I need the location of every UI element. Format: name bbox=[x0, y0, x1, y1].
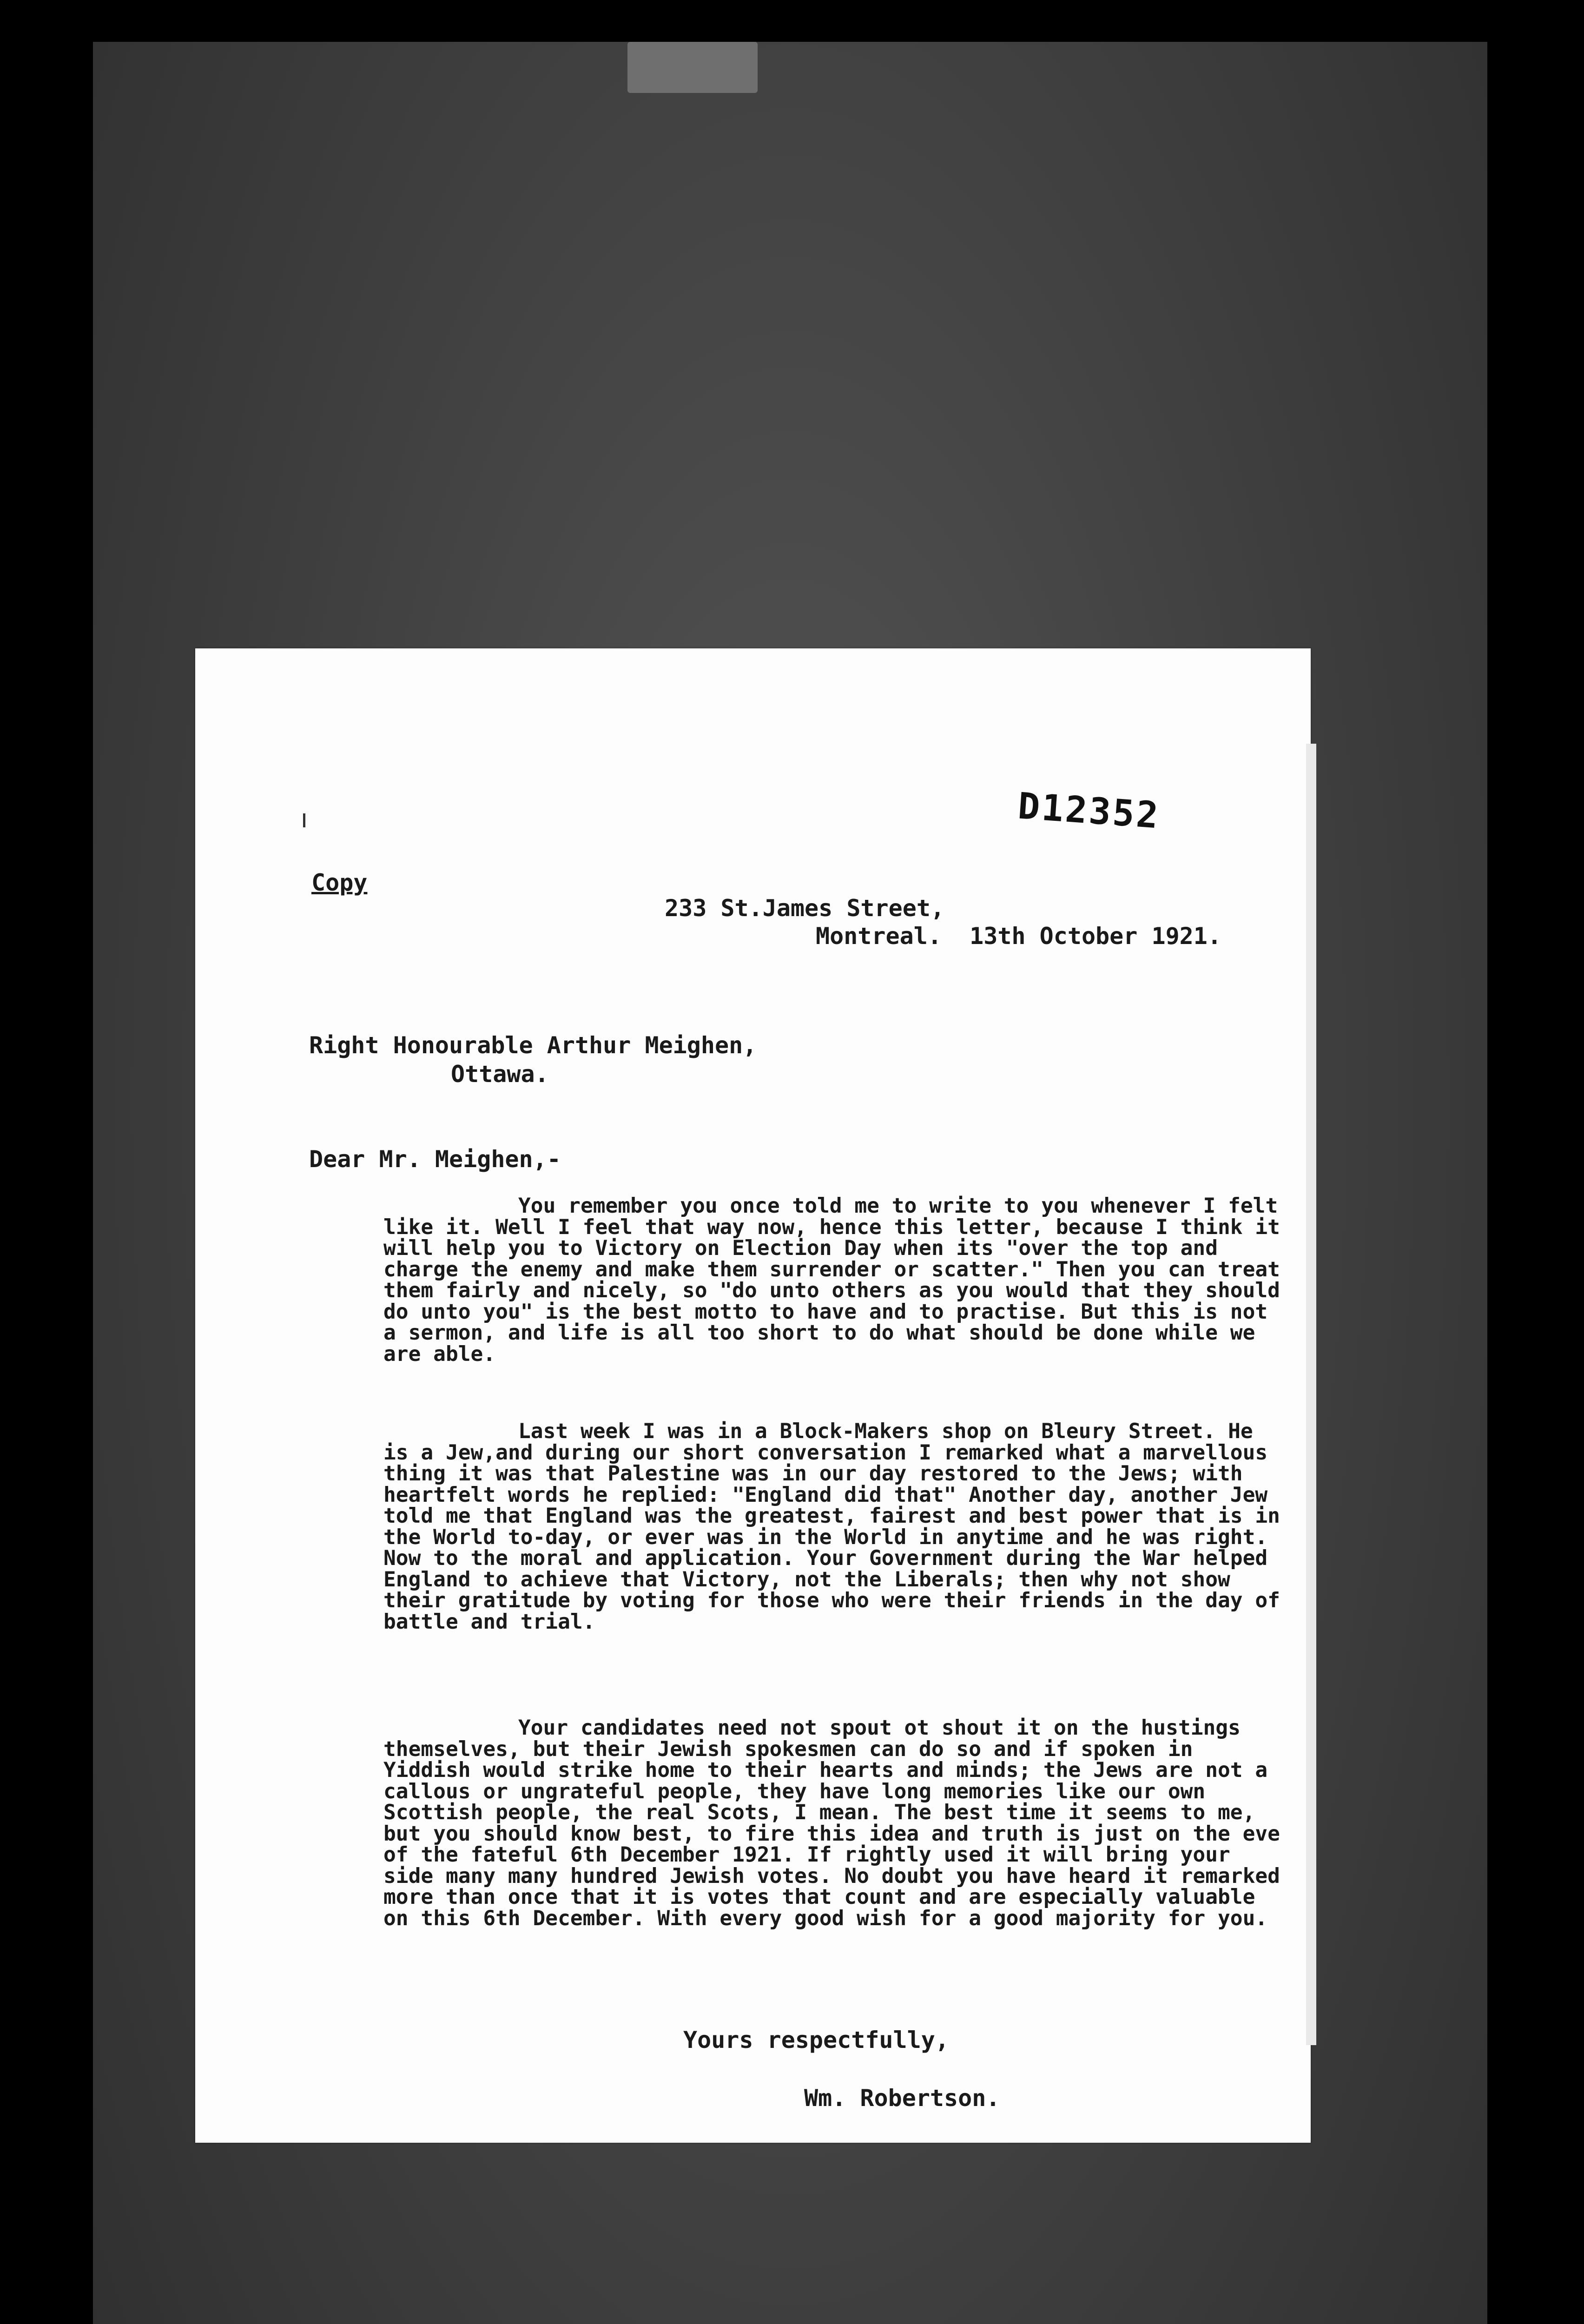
mounting-tape bbox=[627, 42, 758, 93]
page-edge bbox=[1306, 744, 1316, 2045]
document-number-stamp: D12352 bbox=[1016, 785, 1162, 837]
letter-paragraph: You remember you once told me to write to you whenever I felt like it. Well I feel that way now, hence this letter, because I think it will help you to Victory on Election Day when its "over the top and charge the enemy and make them surrender or scatter." Then you can treat them fairly and nicely, so "do unto others as you would that they should do unto you" is the best motto to have and to practise. But this is not a sermon, and life is all too short to do what should be done while we are able. bbox=[383, 1194, 1280, 1366]
closing: Yours respectfully, bbox=[683, 2027, 949, 2053]
recipient-name: Right Honourable Arthur Meighen, bbox=[309, 1032, 757, 1059]
signature: Wm. Robertson. bbox=[804, 2085, 1000, 2112]
copy-label: Copy bbox=[311, 869, 368, 896]
letter-paragraph: Your candidates need not spout ot shout it on the hustings themselves, but their Jewish spokesmen can do so and if spoken in Yiddish would strike home to their hearts and minds; the Jews are not a callous or ungrateful people, they have long memories like our own Scottish people, the real Scots, I mean. The best time it seems to me, but you should know best, to fire this idea and truth is just on the eve of the fateful 6th December 1921. If rightly used it will bring your side many many hundred Jewish votes. No doubt you have heard it remarked more than once that it is votes that count and are especially valuable on this 6th December. With every good wish for a good majority for you. bbox=[383, 1716, 1280, 1930]
salutation: Dear Mr. Meighen,- bbox=[309, 1146, 561, 1173]
recipient-city: Ottawa. bbox=[451, 1061, 549, 1088]
sender-address-street: 233 St.James Street, bbox=[665, 895, 945, 922]
ink-mark bbox=[303, 813, 305, 827]
letter-paragraph: Last week I was in a Block-Makers shop on Bleury Street. He is a Jew,and during our short conversation I remarked what a marvellous thing it was that Palestine was in our day restored to the Jews; with heartfelt words he replied: "England did that" Another day, another Jew told me that England was the greatest, fairest and best power that is in the World to-day, or ever was in the World in anytime and he was right. Now to the moral and application. Your Government during the War helped England to achieve that Victory, not the Liberals; then why not show their gratitude by voting for those who were their friends in the day of battle and trial. bbox=[383, 1419, 1280, 1634]
sender-address-city-date: Montreal. 13th October 1921. bbox=[816, 923, 1221, 950]
